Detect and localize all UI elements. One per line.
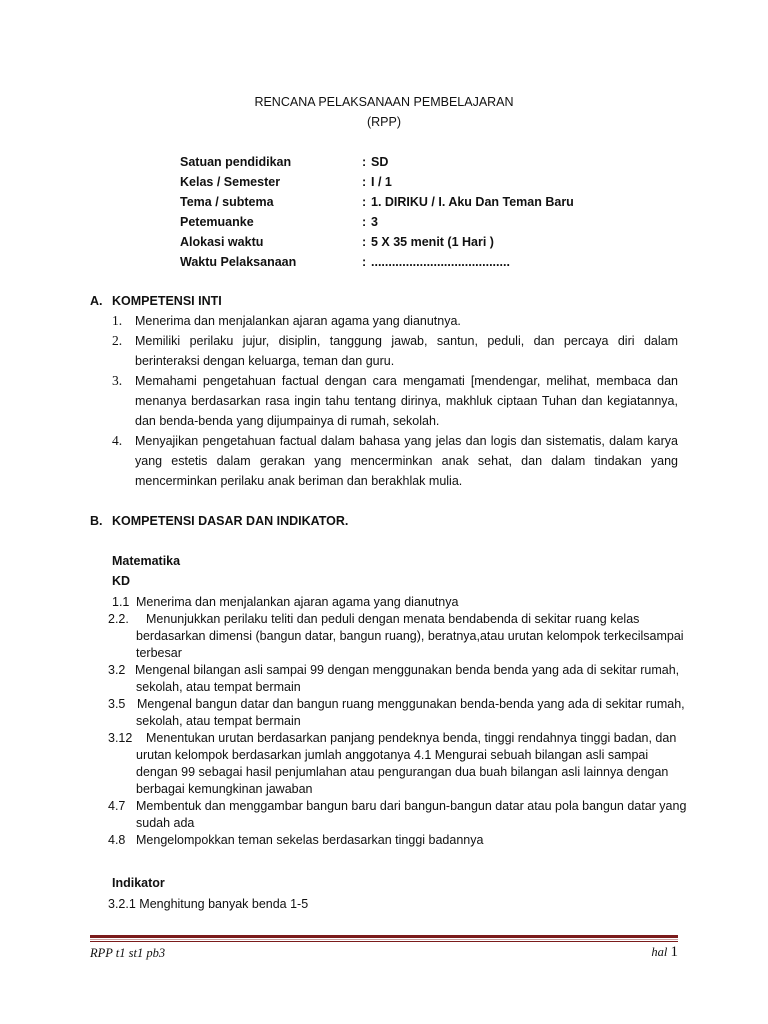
list-item-text: Menunjukkan perilaku teliti dan peduli dengan menata bendabenda di sekitar ruang kelas berdasarkan dimensi (bangun datar, bangun ruang), beratnya,atau urutan kelompok terkecilsampai terbesar [136,612,684,660]
subject-heading: Matematika [112,554,181,568]
identity-separator: : [362,155,367,169]
list-item-text: Memahami pengetahuan factual dengan cara mengamati [mendengar, melihat, membaca dan menanya berdasarkan rasa ingin tahu tentang dirinya, makhluk ciptaan Tuhan dan kegiatannya, dan benda-benda yang dijumpainya di rumah, sekolah. [135,374,678,428]
list-item-number: 3.5 [108,697,126,711]
list-item-number: 1.1 [112,595,130,609]
list-item-number: 4. [112,433,123,448]
document-title: RENCANA PELAKSANAAN PEMBELAJARAN [254,95,514,109]
list-item-text: Memiliki perilaku jujur, disiplin, tanggung jawab, santun, peduli, dan percaya diri dalam berinteraksi dengan keluarga, teman dan guru. [135,334,678,368]
list-item-number: 4.7 [108,799,126,813]
list-item [108,798,688,832]
footer-document-code: RPP t1 st1 pb3 [90,946,166,960]
list-item [108,832,688,849]
footer-rule-thin [90,941,678,942]
identity-separator: : [362,215,367,229]
section-a-title: KOMPETENSI INTI [112,294,222,308]
identity-value: ........................................ [371,255,510,269]
identity-label: Kelas / Semester [180,175,281,189]
identity-label: Tema / subtema [180,195,274,209]
identity-separator: : [362,255,367,269]
list-item-number: 1. [112,313,123,328]
list-item [112,311,678,331]
identity-value: I / 1 [371,175,392,189]
list-item-number: 4.8 [108,833,126,847]
list-item-number: 3.2 [108,663,126,677]
list-item-text: Menerima dan menjalankan ajaran agama yang dianutnya. [135,314,461,328]
list-item [108,696,688,730]
identity-separator: : [362,235,367,249]
section-b-title: KOMPETENSI DASAR DAN INDIKATOR. [112,514,349,528]
page-label: hal [651,945,668,959]
footer-rule-thick [90,935,678,938]
list-item [112,371,678,431]
identity-value: 3 [371,215,378,229]
document-subtitle: (RPP) [366,115,402,129]
page-number: 1 [670,944,678,960]
list-item [112,331,678,371]
identity-value: 1. DIRIKU / I. Aku Dan Teman Baru [371,195,574,209]
identity-label: Alokasi waktu [180,235,264,249]
list-item-text: Menerima dan menjalankan ajaran agama yang dianutnya [136,595,459,609]
footer-page-indicator [651,944,678,961]
indikator-heading: Indikator [112,876,165,890]
list-item-text: Menyajikan pengetahuan factual dalam bahasa yang jelas dan logis dan sistematis, dalam karya yang estetis dalam gerakan yang mencerminkan anak sehat, dan dalam tindakan yang mencerminkan perilaku anak beriman dan berakhlak mulia. [135,434,678,488]
list-item [108,594,688,611]
indikator-number: 3.2.1 [108,897,136,911]
section-b-letter: B. [90,514,103,528]
list-item-text: Membentuk dan menggambar bangun baru dari bangun-bangun datar atau pola bangun datar yang sudah ada [136,799,687,830]
identity-label: Petemuanke [180,215,254,229]
list-item-text: Menentukan urutan berdasarkan panjang pendeknya benda, tinggi rendahnya tinggi badan, dan urutan kelompok berdasarkan jumlah anggotanya 4.1 Mengurai sebuah bilangan asli sampai dengan 99 sebagai hasil penjumlahan atau pengurangan dua buah bilangan asli lainnya dengan berbagai kemungkinan jawaban [136,731,677,796]
kompetensi-inti-list [112,311,678,491]
list-item-number: 3.12 [108,731,133,745]
list-item-number: 2.2. [108,612,129,626]
identity-value: 5 X 35 menit (1 Hari ) [371,235,494,249]
section-a-heading [90,294,222,308]
list-item [108,662,688,696]
identity-separator: : [362,195,367,209]
indikator-item [108,897,308,911]
list-item [108,730,688,798]
list-item [112,431,678,491]
list-item-text: Mengenal bilangan asli sampai 99 dengan menggunakan benda benda yang ada di sekitar rumah, sekolah, atau tempat bermain [135,663,680,694]
identity-label: Satuan pendidikan [180,155,292,169]
footer-rule-light [90,939,678,940]
kompetensi-dasar-list [108,594,688,849]
list-item-number: 3. [112,373,123,388]
kd-heading: KD [112,574,131,588]
list-item [108,611,688,662]
list-item-number: 2. [112,333,123,348]
identity-value: SD [371,155,389,169]
identity-label: Waktu Pelaksanaan [180,255,297,269]
indikator-text: Menghitung banyak benda 1-5 [139,897,309,911]
list-item-text: Mengenal bangun datar dan bangun ruang menggunakan benda-benda yang ada di sekitar rumah, sekolah, atau tempat bermain [136,697,685,728]
list-item-text: Mengelompokkan teman sekelas berdasarkan tinggi badannya [136,833,484,847]
section-a-letter: A. [90,294,103,308]
identity-separator: : [362,175,367,189]
section-b-heading [90,514,348,528]
